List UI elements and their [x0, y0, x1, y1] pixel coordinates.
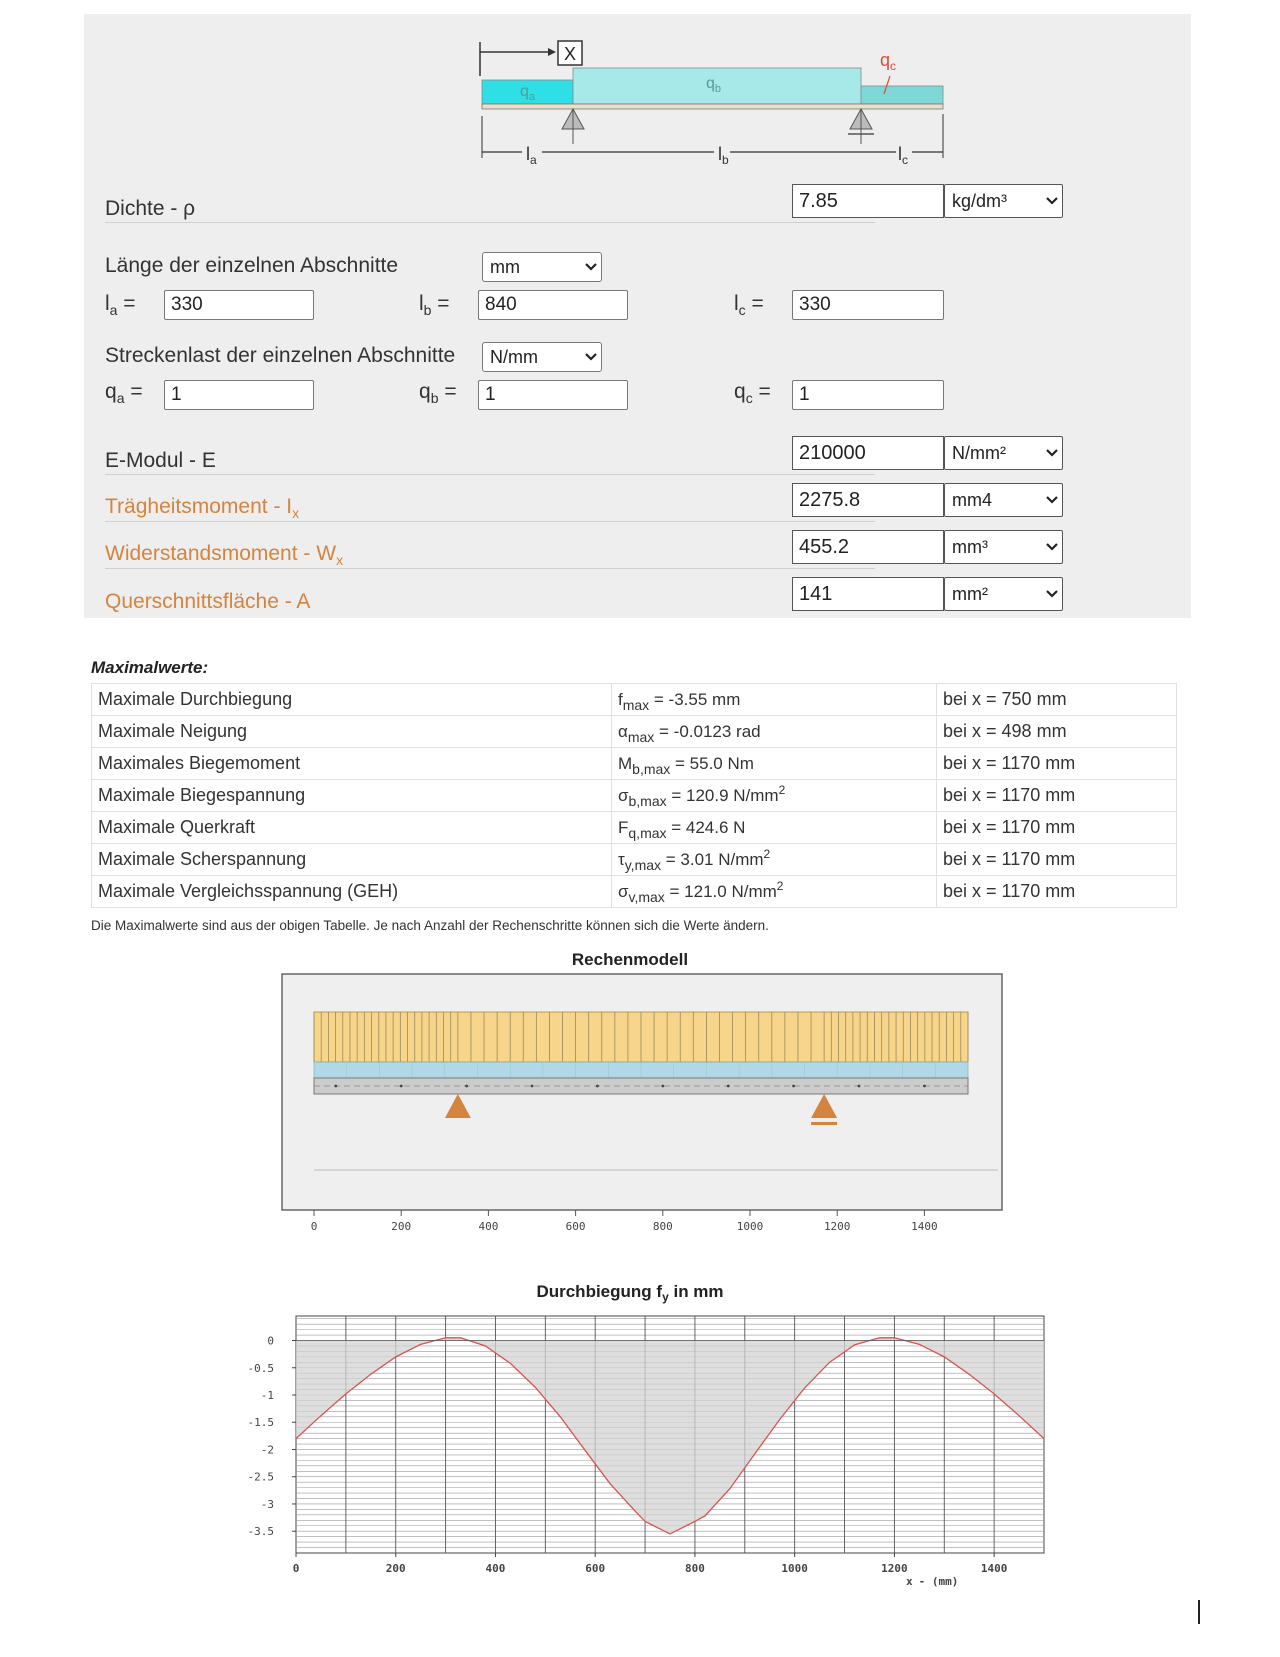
y-axis-label: -3 — [260, 1497, 274, 1511]
qa-sub: a — [116, 390, 125, 406]
max-value-text: = -0.0123 rad — [654, 721, 761, 741]
max-value-text: = 55.0 Nm — [670, 753, 754, 773]
max-symbol-sub: max — [622, 696, 650, 713]
table-row — [92, 876, 1177, 908]
density-input[interactable] — [792, 184, 944, 218]
qa-diagram-label: q — [520, 83, 529, 100]
svg-text:lc — [898, 144, 908, 167]
max-value-text: = 424.6 N — [666, 817, 746, 837]
section-modulus-unit-select[interactable] — [944, 530, 1063, 564]
density-unit-value: kg/dm³ — [952, 190, 1008, 211]
la-sub: a — [109, 302, 118, 318]
lc-sym: l — [734, 292, 739, 315]
model-axis-label: 400 — [478, 1220, 499, 1233]
chevron-down-icon — [581, 263, 601, 271]
qa-label — [105, 380, 143, 406]
max-symbol-sub: v,max — [628, 888, 665, 905]
lb-label — [419, 292, 450, 318]
max-position-cell: bei x = 1170 mm — [937, 844, 1177, 876]
lc-label — [734, 292, 764, 318]
input-panel — [84, 14, 1191, 618]
chevron-down-icon — [1042, 543, 1062, 551]
model-axis-label: 800 — [652, 1220, 673, 1233]
model-axis-label: 1400 — [911, 1220, 938, 1233]
x-axis-label: 600 — [585, 1562, 606, 1575]
qb-eq: = — [438, 380, 457, 403]
qc-sym: q — [734, 380, 746, 403]
max-value-sup: 2 — [778, 782, 786, 797]
beam-bar — [482, 104, 943, 109]
la-eq: = — [117, 292, 136, 315]
max-symbol: F — [618, 817, 629, 837]
max-symbol-sub: y,max — [624, 856, 662, 873]
load-qc-block — [861, 86, 943, 104]
max-value-cell — [612, 876, 937, 908]
area-unit-value: mm² — [952, 583, 988, 604]
la-diagram-sub: a — [530, 153, 537, 167]
text-cursor — [1198, 1600, 1200, 1624]
max-value-text: = -3.55 mm — [649, 689, 741, 709]
max-position-cell: bei x = 750 mm — [937, 684, 1177, 716]
max-symbol: σ — [618, 785, 629, 805]
density-underline — [105, 222, 875, 223]
loads-heading: Streckenlast der einzelnen Abschnitte — [105, 344, 456, 367]
lengths-unit-select[interactable] — [482, 252, 602, 282]
max-value-text: = 3.01 N/mm — [661, 849, 764, 869]
model-axis-label: 600 — [565, 1220, 586, 1233]
max-symbol: α — [618, 721, 628, 741]
section-modulus-input[interactable] — [792, 530, 944, 564]
qc-label — [734, 380, 771, 406]
area-unit-select[interactable] — [944, 577, 1063, 611]
qb-diagram-label: q — [706, 75, 715, 92]
inertia-label — [105, 495, 299, 521]
qa-sym: q — [105, 380, 117, 403]
loads-unit-select[interactable] — [482, 342, 602, 372]
section-modulus-unit-value: mm³ — [952, 536, 988, 557]
chevron-down-icon — [1042, 197, 1062, 205]
max-position-cell: bei x = 1170 mm — [937, 748, 1177, 780]
max-symbol-sub: max — [627, 728, 655, 745]
max-value-cell — [612, 684, 937, 716]
max-position-cell: bei x = 1170 mm — [937, 812, 1177, 844]
max-symbol: f — [618, 689, 623, 709]
max-value-text: = 121.0 N/mm — [664, 881, 777, 901]
chart-title-text: Durchbiegung f — [536, 1282, 663, 1301]
chart-title — [0, 1282, 1260, 1304]
inertia-input[interactable] — [792, 483, 944, 517]
lb-sub: b — [423, 302, 432, 318]
qc-diagram-label: q — [880, 50, 891, 70]
roller-support-line — [811, 1122, 837, 1125]
table-row — [92, 844, 1177, 876]
x-axis-label: 400 — [485, 1562, 506, 1575]
max-symbol: τ — [618, 849, 625, 869]
section-modulus-label — [105, 542, 343, 568]
lb-diagram-label: l — [718, 144, 722, 164]
qa-input[interactable] — [164, 380, 314, 410]
x-axis-label: 1400 — [980, 1562, 1008, 1575]
max-symbol-sub: q,max — [628, 824, 667, 841]
svg-text:qc — [880, 50, 896, 73]
table-row — [92, 716, 1177, 748]
max-value-cell — [612, 844, 937, 876]
qa-eq: = — [124, 380, 143, 403]
area-label: Querschnittsfläche - A — [105, 590, 311, 613]
qb-sym: q — [419, 380, 431, 403]
x-axis-label: 0 — [292, 1562, 300, 1575]
max-name-cell: Maximale Scherspannung — [92, 844, 612, 876]
section-modulus-label-sub: x — [336, 552, 344, 568]
section-modulus-underline — [105, 568, 875, 569]
svg-text:lb — [718, 144, 729, 167]
table-row — [92, 812, 1177, 844]
lb-input[interactable] — [478, 290, 628, 320]
max-position-cell: bei x = 498 mm — [937, 716, 1177, 748]
max-value-cell — [612, 812, 937, 844]
table-row — [92, 780, 1177, 812]
qb-sub: b — [430, 390, 439, 406]
y-axis-label: -2 — [260, 1443, 274, 1457]
inertia-underline — [105, 521, 875, 522]
max-symbol: M — [618, 753, 633, 773]
lc-diagram-label: l — [898, 144, 902, 164]
maxima-note: Die Maximalwerte sind aus der obigen Tabelle. Je nach Anzahl der Rechenschritte können sich die Werte ändern. — [91, 918, 769, 933]
la-label — [105, 292, 136, 318]
max-name-cell: Maximale Durchbiegung — [92, 684, 612, 716]
model-axis-label: 200 — [391, 1220, 412, 1233]
lengths-heading: Länge der einzelnen Abschnitte — [105, 254, 399, 277]
qc-input[interactable] — [792, 380, 944, 410]
area-input[interactable] — [792, 577, 944, 611]
chevron-down-icon — [1042, 590, 1062, 598]
la-diagram-label: l — [526, 144, 530, 164]
chevron-down-icon — [1042, 449, 1062, 457]
emodul-input[interactable] — [792, 436, 944, 470]
model-axis-label: 1000 — [736, 1220, 764, 1233]
max-value-cell — [612, 780, 937, 812]
chart-title-sub: y — [662, 1290, 669, 1304]
y-axis-label: -0.5 — [247, 1361, 274, 1375]
loads-unit-value: N/mm — [490, 346, 538, 367]
y-axis-label: -1 — [260, 1389, 274, 1402]
lengths-unit-value: mm — [490, 256, 520, 277]
y-axis-label: -1.5 — [247, 1416, 274, 1430]
y-axis-label: 0 — [267, 1334, 274, 1348]
max-symbol-sub: b,max — [632, 760, 671, 777]
la-input[interactable] — [164, 290, 314, 320]
qc-diagram-sub: c — [890, 59, 897, 73]
max-symbol-sub: b,max — [628, 792, 667, 809]
max-value-cell — [612, 716, 937, 748]
density-unit-select[interactable] — [944, 184, 1063, 218]
lc-diagram-sub: c — [902, 153, 908, 167]
model-axis-label: 1200 — [823, 1220, 851, 1233]
x-axis-title-unit: - (mm) — [918, 1575, 959, 1588]
max-name-cell: Maximales Biegemoment — [92, 748, 612, 780]
max-name-cell: Maximale Querkraft — [92, 812, 612, 844]
qc-eq: = — [752, 380, 771, 403]
emodul-label: E-Modul - E — [105, 449, 216, 472]
qb-diagram-sub: b — [714, 83, 722, 95]
max-name-cell: Maximale Neigung — [92, 716, 612, 748]
x-axis-label: 1200 — [881, 1562, 908, 1575]
max-value-sup: 2 — [776, 878, 784, 893]
lc-eq: = — [745, 292, 764, 315]
max-value-cell — [612, 748, 937, 780]
beam-load-diagram — [384, 24, 954, 174]
qa-diagram-sub: a — [528, 91, 536, 103]
table-row — [92, 748, 1177, 780]
x-axis-title-x: x — [906, 1575, 913, 1588]
x-marker-label: X — [563, 44, 577, 64]
qb-input[interactable] — [478, 380, 628, 410]
table-row — [92, 684, 1177, 716]
density-label: Dichte - ρ — [105, 197, 196, 220]
max-value-text: = 120.9 N/mm — [666, 785, 779, 805]
max-symbol: σ — [618, 881, 629, 901]
deflection-chart — [240, 1306, 1070, 1611]
qc-sub: c — [745, 390, 753, 406]
emodul-unit-select[interactable] — [944, 436, 1063, 470]
max-name-cell: Maximale Vergleichsspannung (GEH) — [92, 876, 612, 908]
section-modulus-label-text: Widerstandsmoment - W — [105, 542, 337, 565]
inertia-label-sub: x — [292, 505, 300, 521]
x-axis-label: 1000 — [781, 1562, 808, 1575]
y-axis-label: -3.5 — [247, 1525, 274, 1539]
chevron-down-icon — [1042, 496, 1062, 504]
emodul-unit-value: N/mm² — [952, 442, 1006, 463]
inertia-unit-select[interactable] — [944, 483, 1063, 517]
emodul-underline — [105, 474, 875, 475]
chart-title-suffix: in mm — [668, 1282, 724, 1301]
maxima-table — [91, 683, 1177, 908]
max-name-cell: Maximale Biegespannung — [92, 780, 612, 812]
max-position-cell: bei x = 1170 mm — [937, 780, 1177, 812]
svg-text:la — [526, 144, 537, 167]
inertia-unit-value: mm4 — [952, 489, 992, 510]
la-sym: l — [105, 292, 110, 315]
lb-sym: l — [419, 292, 424, 315]
model-title: Rechenmodell — [571, 950, 689, 969]
x-axis-label: 200 — [385, 1562, 406, 1575]
x-axis-label: 800 — [684, 1562, 705, 1575]
qb-label — [419, 380, 457, 406]
max-value-sup: 2 — [763, 846, 771, 861]
lc-input[interactable] — [792, 290, 944, 320]
chevron-down-icon — [581, 353, 601, 361]
x-axis-title — [906, 1575, 958, 1588]
model-diagram — [280, 972, 1060, 1252]
maxima-title: Maximalwerte: — [91, 658, 209, 677]
model-axis-label: 0 — [310, 1220, 318, 1233]
max-position-cell: bei x = 1170 mm — [937, 876, 1177, 908]
y-axis-label: -2.5 — [247, 1470, 274, 1484]
lb-eq: = — [431, 292, 450, 315]
inertia-label-text: Trägheitsmoment - I — [105, 495, 293, 518]
lc-sub: c — [738, 302, 746, 318]
lb-diagram-sub: b — [722, 153, 729, 167]
